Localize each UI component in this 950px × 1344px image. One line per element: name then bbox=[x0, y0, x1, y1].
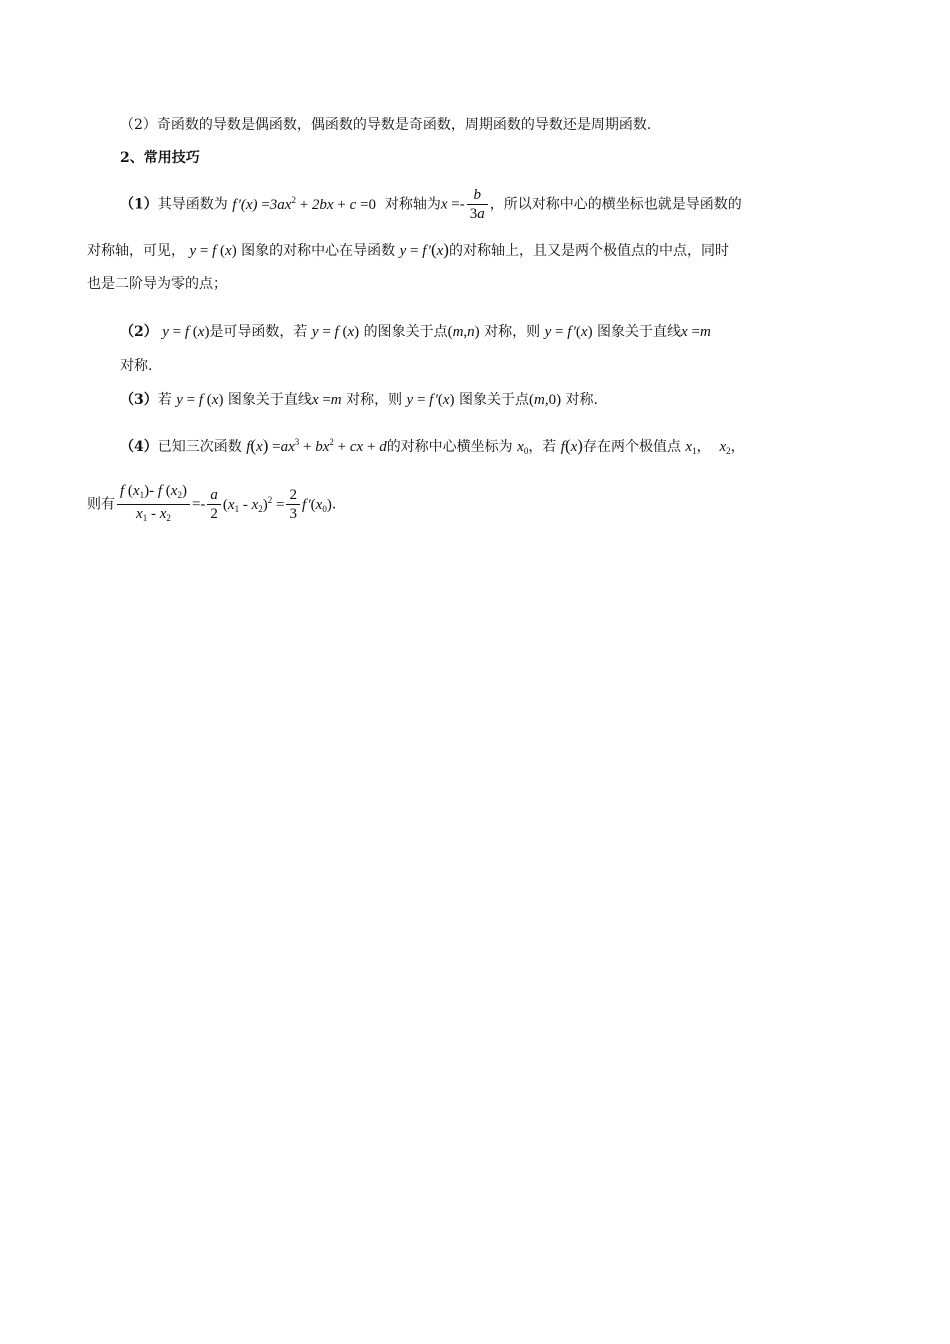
tip1-line1: （1）其导函数为 f $'(x) =3ax^2 + 2bx + c =0$ 对称轴为x =- $\frac{b}{3a}$ ，所以对称中心的横坐标也就是导函数的 bbox=[120, 187, 742, 222]
formula-point-m0: (m,0) bbox=[529, 392, 562, 408]
tip3-number: （3） bbox=[120, 392, 158, 408]
fraction-b-over-3a: $\frac{b}{3a}$ bbox=[467, 186, 488, 223]
formula-y-fprime: y = f ′(x) bbox=[399, 240, 449, 259]
tip1-line3: 也是二阶导为零的点； bbox=[87, 276, 227, 292]
formula-cubic: $f(x) =ax^3 + bx^2$ + cx + d bbox=[246, 436, 387, 455]
tip4-line1: （4）已知三次函数 $f(x) =ax^3 + bx^2$ + cx + d的对称中心横坐标为 $x_0$，若 f(x)存在两个极值点 $x_1$， $x_2$， bbox=[120, 436, 745, 456]
tip1-line2: 对称轴，可见， y = f (x) 图象的对称中心在导函数 y = f ′(x)的对称轴上，且又是两个极值点的中点，同时 bbox=[87, 240, 729, 259]
formula-line-xm: x =m bbox=[681, 324, 711, 340]
formula-x1: $x_1$ bbox=[685, 439, 697, 456]
fraction-2-over-3: $\frac{2}{3}$ bbox=[286, 486, 300, 523]
tip4-line2: 则有 $\frac{f (x_1)- f (x_2)}{x_1 - x_2}$ =- $\frac{a}{2}$ $(x_1 - x_2)^2$ = $\frac{2}{3}$ f $'(x_0)$. bbox=[87, 482, 336, 527]
formula-x2: $x_2$ bbox=[719, 439, 731, 456]
tip2-line2: 对称. bbox=[120, 358, 153, 374]
paragraph-derivative-parity: （2）奇函数的导数是偶函数，偶函数的导数是奇函数，周期函数的导数还是周期函数. bbox=[120, 117, 652, 133]
tip3-line1: （3）若 y = f (x) 图象关于直线x =m 对称，则 y = f ′(x) 图象关于点(m,0) 对称. bbox=[120, 392, 598, 408]
section-heading-tips: 2、常用技巧 bbox=[120, 150, 200, 166]
formula-y-fx: y = f (x) bbox=[189, 243, 237, 259]
fraction-a-over-2: $\frac{a}{2}$ bbox=[207, 486, 221, 523]
tip1-number: （1） bbox=[120, 196, 158, 213]
tip2-number: （2） bbox=[120, 324, 158, 340]
tip4-number: （4） bbox=[120, 439, 158, 455]
formula-point-mn: (m,n) bbox=[447, 324, 480, 340]
formula-derivative: f $'(x) =3ax^2 + 2bx + c =0$ bbox=[232, 194, 376, 213]
formula-x0: $x_0$ bbox=[517, 439, 529, 456]
formula-axis: x =- bbox=[440, 196, 465, 213]
tip2-line1: （2） y = f (x)是可导函数，若 y = f (x) 的图象关于点(m,n) 对称，则 y = f ′(x) 图象关于直线x =m bbox=[120, 324, 711, 340]
fraction-difference-quotient: $\frac{f (x_1)- f (x_2)}{x_1 - x_2}$ bbox=[117, 482, 190, 527]
